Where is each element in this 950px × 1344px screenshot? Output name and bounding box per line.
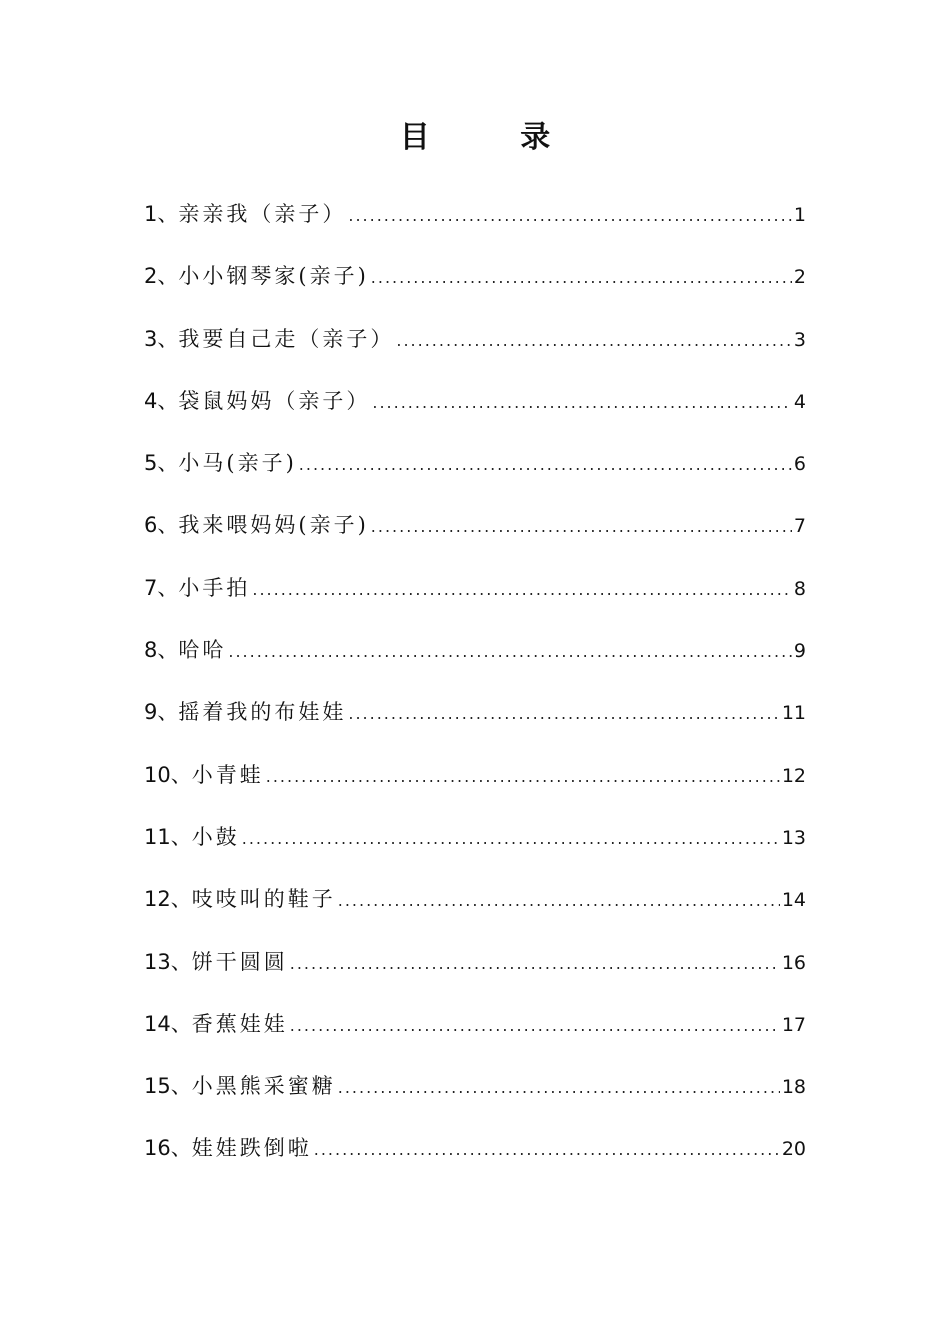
toc-entry [144, 630, 806, 692]
entry-page-number: 11 [781, 702, 806, 725]
toc-entry [144, 755, 806, 817]
toc-entry [144, 256, 806, 318]
dot-leader [371, 258, 792, 298]
entry-page-number: 20 [781, 1138, 806, 1161]
entry-title: 哈哈 [178, 638, 227, 663]
toc-entry [144, 568, 806, 630]
entry-title: 袋鼠妈妈（亲子） [178, 388, 371, 413]
entry-number: 14、 [144, 1011, 192, 1036]
entry-title: 小小钢琴家(亲子) [178, 264, 369, 289]
dot-leader [228, 632, 792, 672]
entry-title: 我来喂妈妈(亲子) [178, 513, 369, 538]
entry-title: 娃娃跌倒啦 [191, 1136, 312, 1161]
entry-page-number: 12 [781, 764, 806, 787]
entry-page-number: 8 [793, 577, 806, 600]
entry-page-number: 18 [781, 1076, 806, 1099]
dot-leader [348, 196, 792, 236]
entry-title: 小鼓 [191, 824, 240, 849]
entry-number: 7、 [144, 575, 179, 600]
entry-title: 香蕉娃娃 [191, 1011, 288, 1036]
entry-page-number: 4 [793, 390, 806, 413]
entry-number: 2、 [144, 264, 179, 289]
entry-page-number: 7 [793, 515, 806, 538]
entry-title: 小手拍 [178, 575, 251, 600]
toc-entry [144, 319, 806, 381]
entry-number: 16、 [144, 1136, 192, 1161]
entry-title: 吱吱叫的鞋子 [191, 887, 336, 912]
toc-entry [144, 1128, 806, 1190]
toc-entry [144, 381, 806, 443]
dot-leader [396, 321, 792, 361]
entry-number: 1、 [144, 202, 179, 226]
toc-entry [144, 505, 806, 567]
page-title: 目 录 [399, 120, 591, 155]
entry-page-number: 14 [781, 889, 806, 912]
entry-page-number: 1 [793, 204, 806, 226]
entry-number: 5、 [144, 451, 179, 476]
entry-page-number: 16 [781, 951, 806, 974]
entry-title: 亲亲我（亲子） [178, 202, 347, 226]
dot-leader [348, 694, 779, 734]
toc-entry [144, 194, 806, 256]
entry-page-number: 9 [793, 640, 806, 663]
entry-page-number: 17 [781, 1013, 806, 1036]
toc-entry [144, 1004, 806, 1066]
entry-number: 15、 [144, 1074, 192, 1099]
entry-number: 11、 [144, 824, 192, 849]
entry-page-number: 13 [781, 826, 806, 849]
dot-leader [338, 1068, 780, 1108]
dot-leader [299, 445, 792, 485]
entry-title: 摇着我的布娃娃 [178, 700, 347, 725]
dot-leader [372, 383, 792, 423]
dot-leader [290, 944, 780, 984]
entry-title: 饼干圆圆 [191, 949, 288, 974]
dot-leader [266, 757, 780, 797]
entry-number: 9、 [144, 700, 179, 725]
entry-number: 6、 [144, 513, 179, 538]
toc-entry [144, 879, 806, 941]
entry-page-number: 3 [793, 328, 806, 351]
toc-entry [144, 1066, 806, 1128]
entry-page-number: 2 [793, 266, 806, 289]
dot-leader [338, 881, 780, 921]
entry-title: 我要自己走（亲子） [178, 326, 395, 351]
entry-title: 小黑熊采蜜糖 [191, 1074, 336, 1099]
toc-entry [144, 942, 806, 1004]
dot-leader [371, 507, 792, 547]
dot-leader [314, 1130, 780, 1170]
entry-number: 4、 [144, 388, 179, 413]
entry-number: 13、 [144, 949, 192, 974]
toc-entry [144, 692, 806, 754]
entry-title: 小马(亲子) [178, 451, 297, 476]
entry-title: 小青蛙 [191, 762, 264, 787]
entry-number: 8、 [144, 638, 179, 663]
entry-number: 3、 [144, 326, 179, 351]
table-of-contents [144, 194, 806, 1191]
toc-entry [144, 817, 806, 879]
dot-leader [290, 1006, 780, 1046]
dot-leader [252, 570, 792, 610]
toc-entry [144, 443, 806, 505]
entry-number: 10、 [144, 762, 192, 787]
entry-number: 12、 [144, 887, 192, 912]
entry-page-number: 6 [793, 453, 806, 476]
dot-leader [242, 819, 780, 859]
